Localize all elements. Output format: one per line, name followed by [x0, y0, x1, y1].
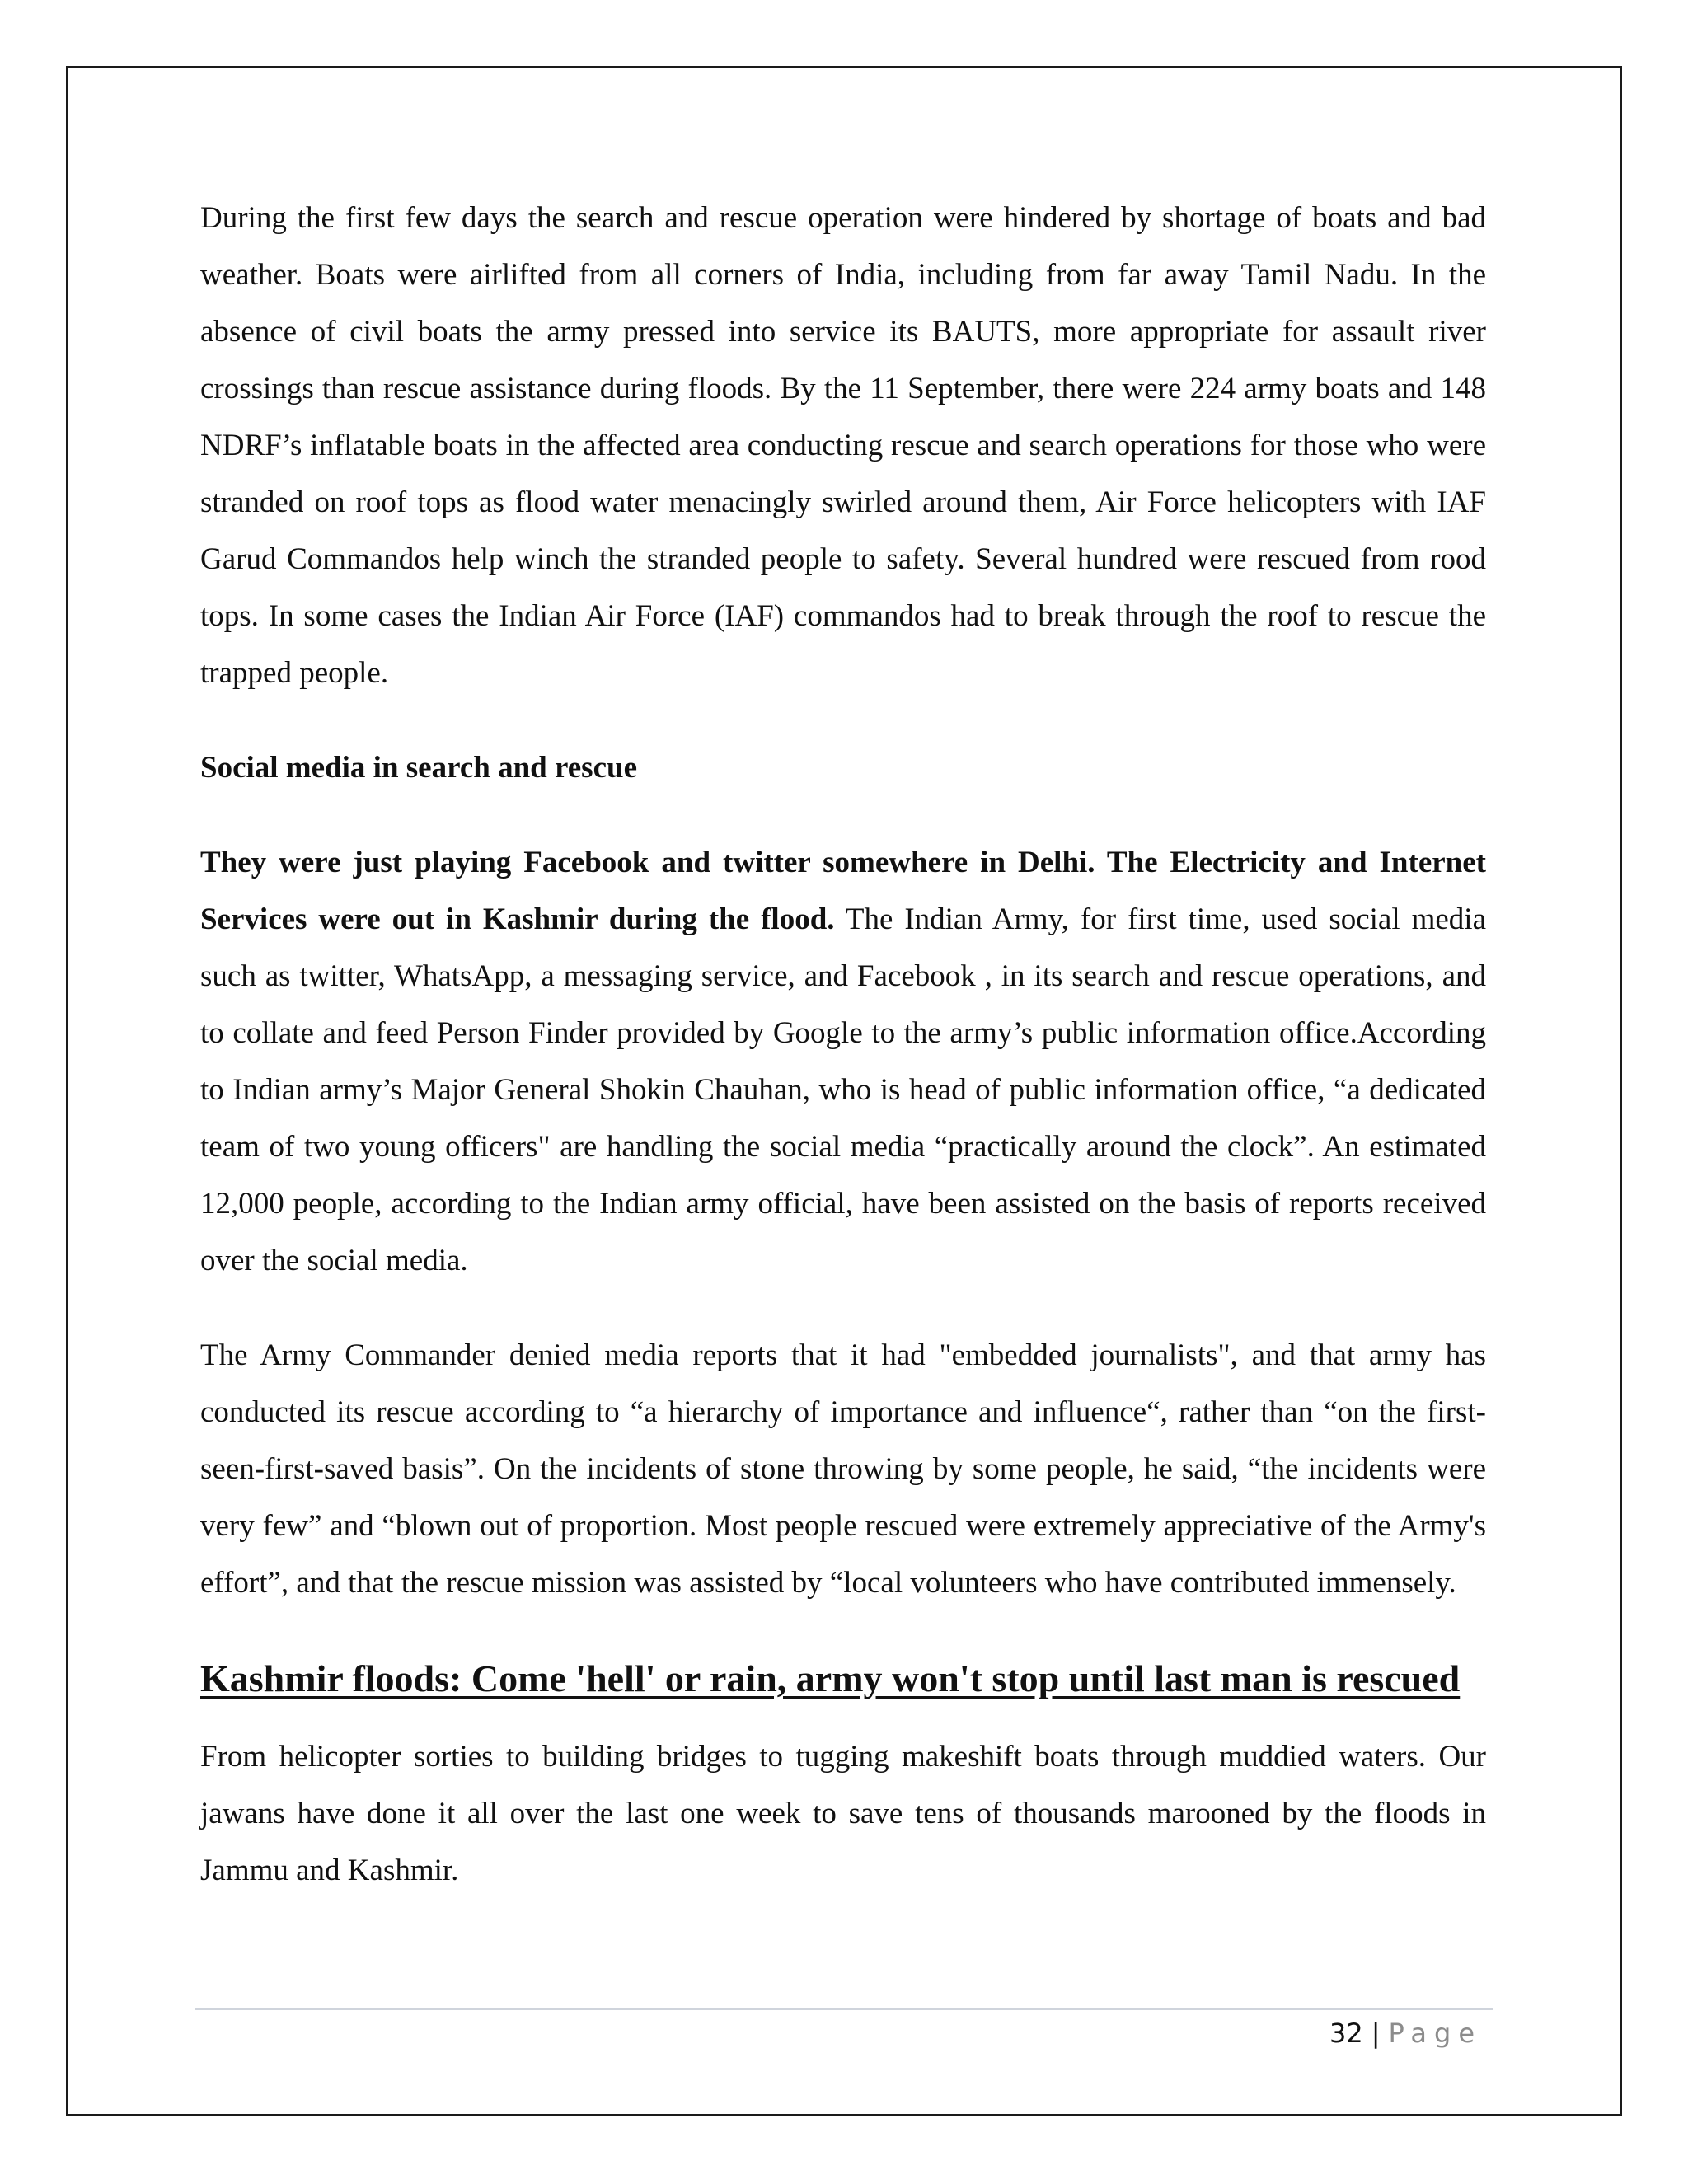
paragraph-rescue-operations: During the first few days the search and rescue operation were hindered by shortage of boats and bad weather. Boats were airlifted from all corners of India, including from far away Tamil Nadu. In the absence of civil boats the army pressed into service its BAUTS, more appropriate for assault river crossings than rescue assistance during floods. By the 11 September, there were 224 army boats and 148 NDRF’s inflatable boats in the affected area conducting rescue and search operations for those who were stranded on roof tops as flood water menacingly swirled around them, Air Force helicopters with IAF Garud Commandos help winch the stranded people to safety. Several hundred were rescued from rood tops. In some cases the Indian Air Force (IAF) commandos had to break through the roof to rescue the trapped people.: [200, 201, 1486, 690]
paragraph-social-media-body: The Indian Army, for first time, used social media such as twitter, WhatsApp, a messaging service, and Facebook , in its search and rescue operations, and to collate and feed Person Finder provided by Google to the army’s public information office.According to Indian army’s Major General Shokin Chauhan, who is head of public information office, “a dedicated team of two young officers" are handling the social media “practically around the clock”. An estimated 12,000 people, according to the Indian army official, have been assisted on the basis of reports received over the social media.: [200, 902, 1486, 1277]
page-number: 32: [1329, 2018, 1363, 2049]
article-title: Kashmir floods: Come 'hell' or rain, army won't stop until last man is rescued: [200, 1657, 1461, 1699]
paragraph-social-media: [200, 834, 1486, 1289]
section-heading-social-media: Social media in search and rescue: [200, 751, 637, 785]
paragraph-army-commander: The Army Commander denied media reports that it had "embedded journalists", and that army has conducted its rescue according to “a hierarchy of importance and influence“, rather than “on the first-seen-first-saved basis”. On the incidents of stone throwing by some people, he said, “the incidents were very few” and “blown out of proportion. Most people rescued were extremely appreciative of the Army's effort”, and that the rescue mission was assisted by “local volunteers who have contributed immensely.: [200, 1338, 1486, 1600]
footer-separator: |: [1371, 2018, 1381, 2049]
document-body: [200, 190, 1486, 1899]
paragraph-social-media-lead: They were just playing Facebook and twitter somewhere in Delhi. The Electricity and Internet Services were out in Kashmir during the flood.: [200, 846, 1486, 936]
footer-rule: [195, 2008, 1493, 2010]
page-footer: [1329, 2013, 1482, 2054]
paragraph-article-intro: From helicopter sorties to building bridges to tugging makeshift boats through muddied waters. Our jawans have done it all over the last one week to save tens of thousands marooned by the floods in Jammu and Kashmir.: [200, 1740, 1486, 1887]
page-label: Page: [1388, 2018, 1482, 2049]
